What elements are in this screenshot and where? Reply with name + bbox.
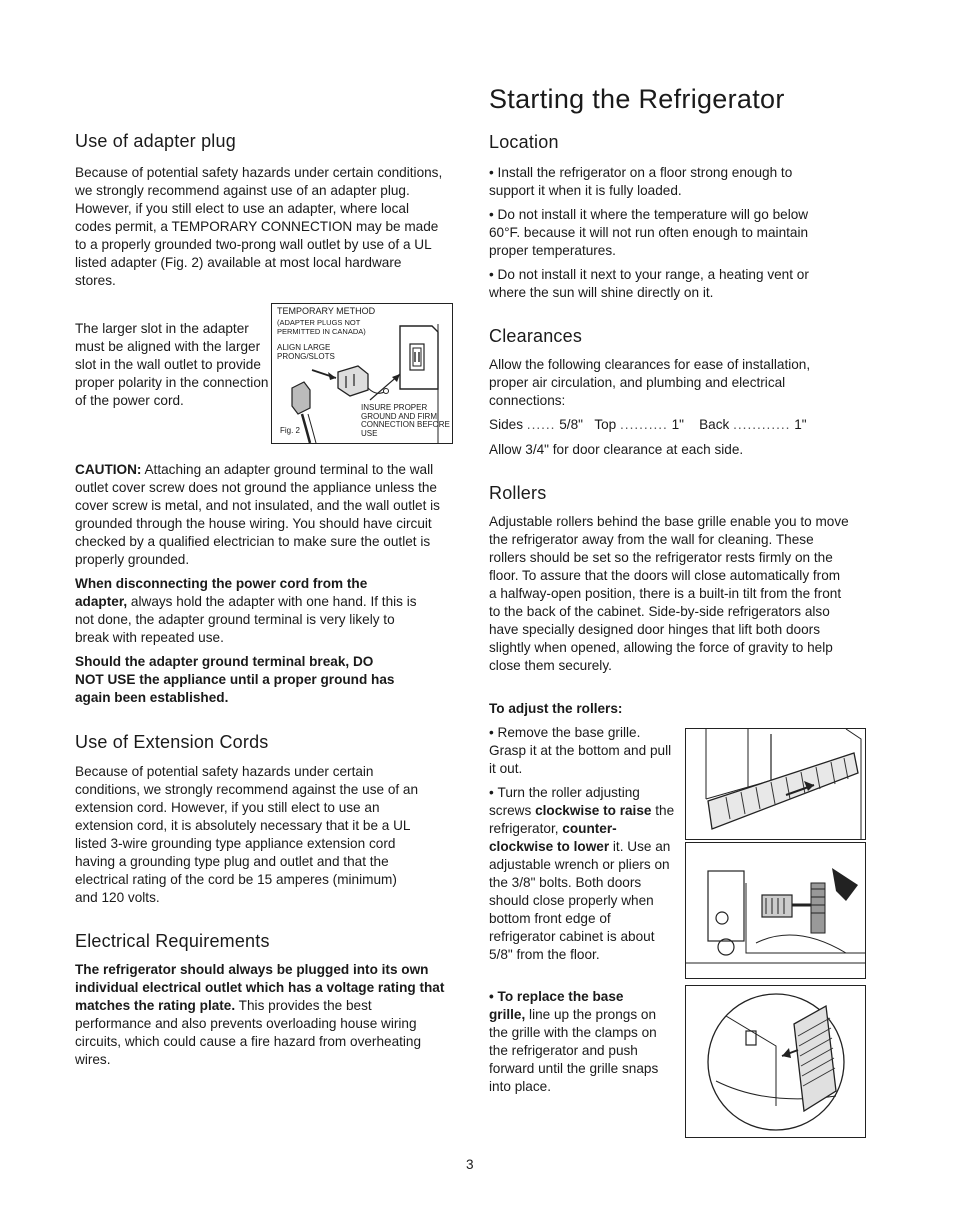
- grille-removal-illustration: [686, 729, 865, 839]
- figure-label-insure: INSURE PROPER GROUND AND FIRM CONNECTION BEFORE USE: [361, 403, 450, 438]
- disconnect-paragraph: [75, 575, 420, 647]
- rollers-text: Adjustable rollers behind the base grille enable you to move the refrigerator away from the wall for cleaning. These rollers should be set so the refrigerator rests firmly on the floor. To assure that the doors will close automatically from a halfway-open position, there is a built-in tilt from the front to the back of the cabinet. Side-by-side refrigerators also have specially designed door hinges that lift both doors slightly when opened, allowing the force of gravity to help close them securely.: [489, 514, 849, 673]
- figure-remove-grille: [685, 728, 866, 840]
- dot-leader: ............: [733, 417, 791, 432]
- heading-location: Location: [489, 132, 559, 152]
- step3-text: line up the prongs on the grille with the clamps on the refrigerator and push forward until the grille snaps into place.: [489, 1007, 659, 1094]
- figure-label-align: ALIGN LARGE PRONG/SLOTS: [277, 343, 335, 361]
- heading-adapter-plug: Use of adapter plug: [75, 131, 236, 151]
- heading-extension-cords: Use of Extension Cords: [75, 732, 269, 752]
- roller-adjust-illustration: [686, 843, 865, 978]
- adjust-rollers-heading: To adjust the rollers:: [489, 701, 623, 716]
- caution-label: CAUTION:: [75, 462, 142, 477]
- clearances-values-row: [489, 416, 859, 434]
- figure-label-canada: (ADAPTER PLUGS NOT PERMITTED IN CANADA): [277, 318, 366, 336]
- extension-cords-text: Because of potential safety hazards under certain conditions, we strongly recommend against the use of an extension cord. However, if you still elect to use an extension cord, it is absolutely necessary that it be a UL listed 3-wire grounding type appliance extension cord having a grounding type plug and outlet and that the electrical rating of the cord be 15 amperes (minimum) and 120 volts.: [75, 764, 419, 905]
- electrical-paragraph: [75, 961, 450, 1069]
- disconnect-text: always hold the adapter with one hand. If this is not done, the adapter ground terminal is very likely to break with repeated use.: [75, 594, 417, 645]
- clearance-sides-value: 5/8": [559, 417, 583, 432]
- clearance-sides-label: Sides: [489, 417, 524, 432]
- electrical-bold: The refrigerator should always be plugged into its own individual electrical outlet which has a voltage rating that matches the rating plate.: [75, 962, 445, 1013]
- step2-counter-clockwise: counter-clockwise to lower: [489, 821, 617, 854]
- caution-text: Attaching an adapter ground terminal to the wall outlet cover screw does not ground the appliance unless the cover screw is metal, and not insulated, and the wall outlet is grounded through the house wiring. You should have circuit checked by a qualified electrician to make sure the outlet is properly grounded.: [75, 462, 440, 567]
- dot-leader: ..........: [620, 417, 668, 432]
- rollers-step-remove-grille: • Remove the base grille. Grasp it at the bottom and pull it out.: [489, 724, 679, 778]
- step2-clockwise: clockwise to raise: [535, 803, 652, 818]
- figure-2-adapter: [271, 303, 453, 444]
- page-title: Starting the Refrigerator: [489, 84, 785, 114]
- clearance-top-value: 1": [671, 417, 684, 432]
- grille-replace-illustration: [686, 986, 865, 1137]
- disconnect-bold: When disconnecting the power cord from the adapter,: [75, 576, 368, 609]
- step2-a: • Turn the roller adjusting screws: [489, 785, 640, 818]
- clearance-back-label: Back: [699, 417, 730, 432]
- figure-label-temporary-method: TEMPORARY METHOD: [277, 306, 376, 316]
- page-number: 3: [466, 1157, 474, 1172]
- rollers-step-replace-grille: [489, 988, 659, 1096]
- location-bullet-3: • Do not install it next to your range, a heating vent or where the sun will shine directly on it.: [489, 266, 834, 302]
- location-bullet-1: • Install the refrigerator on a floor strong enough to support it when it is fully loaded.: [489, 164, 834, 200]
- rollers-step-turn-screws: [489, 784, 679, 964]
- step2-e: it. Use an adjustable wrench or pliers on the 3/8" bolts. Both doors should close properly when bottom front edge of refrigerator cabinet is about 5/8" from the floor.: [489, 839, 671, 962]
- adapter-slot-text: The larger slot in the adapter must be aligned with the larger slot in the wall outlet to provide proper polarity in the connection of the power cord.: [75, 321, 269, 408]
- heading-rollers: Rollers: [489, 483, 547, 503]
- heading-clearances: Clearances: [489, 326, 583, 346]
- door-clearance-note: Allow 3/4" for door clearance at each side.: [489, 442, 744, 457]
- step2-c: the refrigerator,: [489, 803, 675, 836]
- step3-bold: • To replace the base grille,: [489, 989, 623, 1022]
- figure-number-label: Fig. 2: [280, 426, 301, 435]
- clearance-top-label: Top: [594, 417, 617, 432]
- heading-electrical-requirements: Electrical Requirements: [75, 931, 270, 951]
- caution-paragraph: [75, 461, 447, 569]
- ground-terminal-warning: Should the adapter ground terminal break, DO NOT USE the appliance until a proper ground has again been established.: [75, 654, 395, 705]
- dot-leader: ......: [526, 417, 556, 432]
- figure-adjust-roller: [685, 842, 866, 979]
- adapter-intro-text: Because of potential safety hazards under certain conditions, we strongly recommend against use of an adapter plug. However, if you still elect to use an adapter, where local codes permit, a TEMPORARY CONNECTION may be made to a properly grounded two-prong wall outlet by use of a UL listed adapter (Fig. 2) available at most local hardware stores.: [75, 165, 443, 288]
- clearances-intro: Allow the following clearances for ease of installation, proper air circulation, and plumbing and electrical connections:: [489, 357, 811, 408]
- figure-replace-grille: [685, 985, 866, 1138]
- clearance-back-value: 1": [794, 417, 807, 432]
- electrical-text: This provides the best performance and also prevents overloading house wiring circuits, which could cause a fire hazard from overheating wires.: [75, 998, 422, 1067]
- location-bullet-2: • Do not install it where the temperature will go below 60°F. because it will not run often enough to maintain proper temperatures.: [489, 206, 834, 260]
